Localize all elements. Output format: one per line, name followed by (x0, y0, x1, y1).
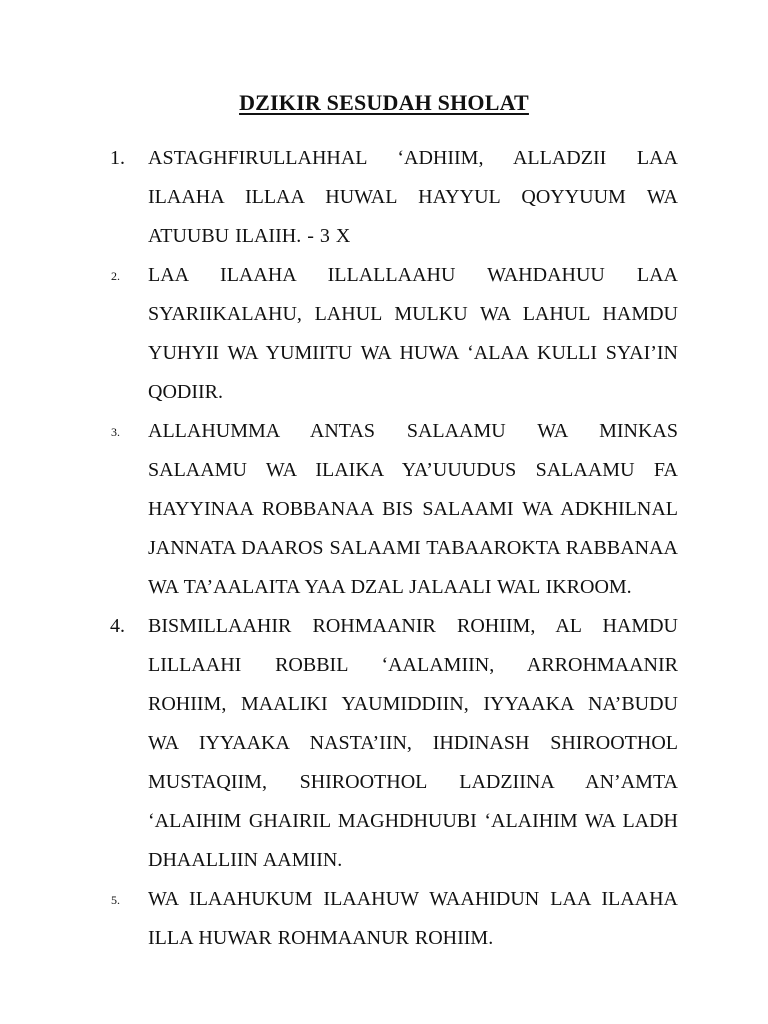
item-number: 2. (111, 269, 120, 283)
dzikir-list (0, 139, 768, 958)
item-text: WA ILAAHUKUM ILAAHUW WAAHIDUN LAA ILAAHA ILLA HUWAR ROHMAANUR ROHIIM. (148, 888, 678, 949)
item-number: 1. (110, 147, 125, 169)
item-text: BISMILLAAHIR ROHMAANIR ROHIIM, AL HAMDU LILLAAHI ROBBIL ‘AALAMIIN, ARROHMAANIR ROHIIM, MAALIKI YAUMIDDIIN, IYYAAKA NA’BUDU WA IYYAAKA NASTA’IIN, IHDINASH SHIROOTHOL MUSTAQIIM, SHIROOTHOL LADZIINA AN’AMTA ‘ALAIHIM GHAIRIL MAGHDHUUBI ‘ALAIHIM WA LADH DHAALLIIN AAMIIN. (148, 615, 678, 871)
list-item (0, 412, 768, 607)
item-text: ASTAGHFIRULLAHHAL ‘ADHIIM, ALLADZII LAA ILAAHA ILLAA HUWAL HAYYUL QOYYUUM WA ATUUBU ILAIIH. - 3 X (148, 147, 678, 247)
list-item (0, 607, 768, 880)
item-number: 3. (111, 425, 120, 439)
list-item (0, 139, 768, 256)
item-number: 4. (110, 615, 125, 637)
item-text: ALLAHUMMA ANTAS SALAAMU WA MINKAS SALAAMU WA ILAIKA YA’UUUDUS SALAAMU FA HAYYINAA ROBBANAA BIS SALAAMI WA ADKHILNAL JANNATA DAAROS SALAAMI TABAAROKTA RABBANAA WA TA’AALAITA YAA DZAL JALAALI WAL IKROOM. (148, 420, 678, 598)
item-text: LAA ILAAHA ILLALLAAHU WAHDAHUU LAA SYARIIKALAHU, LAHUL MULKU WA LAHUL HAMDU YUHYII WA YUMIITU WA HUWA ‘ALAA KULLI SYAI’IN QODIIR. (148, 264, 678, 403)
item-number: 5. (111, 893, 120, 907)
list-item (0, 256, 768, 412)
document-title: DZIKIR SESUDAH SHOLAT (239, 90, 529, 115)
list-item (0, 880, 768, 958)
